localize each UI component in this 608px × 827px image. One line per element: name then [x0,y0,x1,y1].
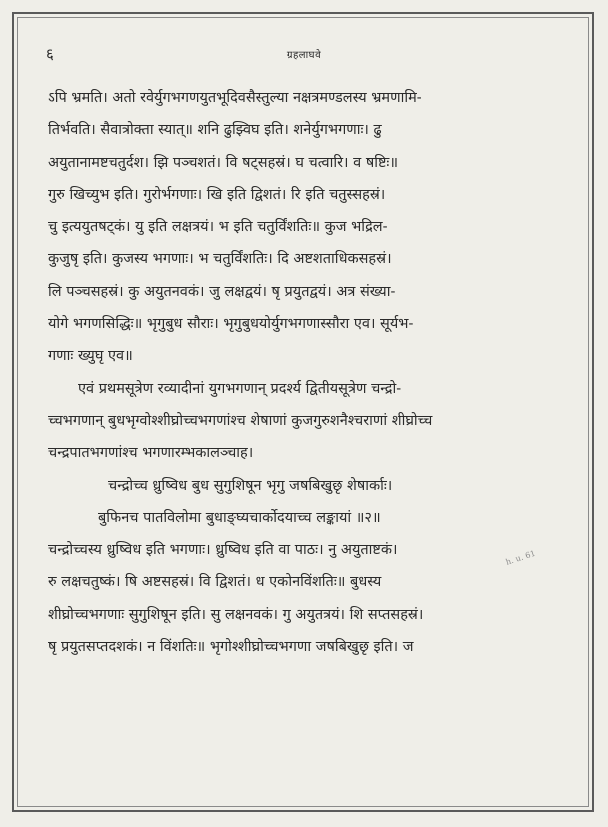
text-line: चन्द्रोच्चस्य ध्रुष्विध इति भगणाः। ध्रुष्विध इति वा पाठः। नु अयुताष्टकं। [48,542,398,559]
text-line: शीघ्रोच्चभगणाः सुगुशिषून इति। सु लक्षनवकं। गु अयुतत्रयं। शि सप्तसहस्रं। [48,606,424,623]
text-line: चन्द्रपातभगणांश्च भगणारम्भकालञ्चाह। [48,445,254,462]
text-line: योगे भगणसिद्धिः॥ भृगुबुध सौराः। भृगुबुधयोर्युगभगणास्सौरा एव। सूर्यभ- [48,316,414,333]
verse-line: चन्द्रोच्च ध्रुष्विध बुध सुगुशिषून भृगु जषबिखुछृ शेषार्काः। [108,477,393,494]
text-line: अयुतानामष्टचतुर्दश। झि पञ्चशतं। वि षट्सहस्रं। घ चत्वारि। व षष्टिः॥ [48,154,399,171]
text-line: लि पञ्चसहस्रं। कु अयुतनवकं। जु लक्षद्वयं। षृ प्रयुतद्वयं। अत्र संख्या- [48,283,396,300]
text-line: गुरु खिच्युभ इति। गुरोर्भगणाः। खि इति द्विशतं। रि इति चतुस्सहस्रं। [48,186,386,203]
page-number: ६ [46,45,54,63]
text-line: ऽपि भ्रमति। अतो रवेर्युगभगणयुतभूदिवसैस्तुल्या नक्षत्रमण्डलस्य भ्रमणामि- [48,90,422,106]
pencil-margin-note: h. u. 61 [504,548,537,567]
verse-line: बुफिनच पातविलोमा बुधाङ्घ्यचार्कोदयाच्च लङ्कायां ॥२॥ [98,509,381,526]
text-line: षृ प्रयुतसप्तदशकं। न विंशतिः॥ भृगोश्शीघ्रोच्चभगणा जषबिखुछृ इति। ज [48,639,414,656]
text-line: तिर्भवति। सैवात्रोक्ता स्यात्॥ शनि ढुझ्विघ इति। शनेर्युगभगणाः। ढु [48,122,382,139]
text-line: कुजुषृ इति। कुजस्य भगणाः। भ चतुर्विंशतिः। दि अष्टशताधिकसहस्रं। [48,251,392,268]
text-line: चु इत्ययुतषट्कं। यु इति लक्षत्रयं। भ इति चतुर्विंशतिः॥ कुज भद्रिल- [48,219,388,236]
text-line: रु लक्षचतुष्कं। षि अष्टसहस्रं। वि द्विशतं। ध एकोनविंशतिः॥ बुधस्य [48,574,382,591]
text-line: च्चभगणान् बुधभृग्वोश्शीघ्रोच्चभगणांश्च शेषाणां कुजगुरुशनैश्चराणां शीघ्रोच्च [48,412,433,429]
running-head: ग्रहलाघवे [286,50,322,61]
paragraph-start-line: एवं प्रथमसूत्रेण रव्यादीनां युगभगणान् प्रदर्श्य द्वितीयसूत्रेण चन्द्रो- [78,380,402,397]
text-body [48,82,568,663]
text-line: गणाः ख्युघृ एव॥ [48,348,133,365]
page-header [0,44,608,68]
